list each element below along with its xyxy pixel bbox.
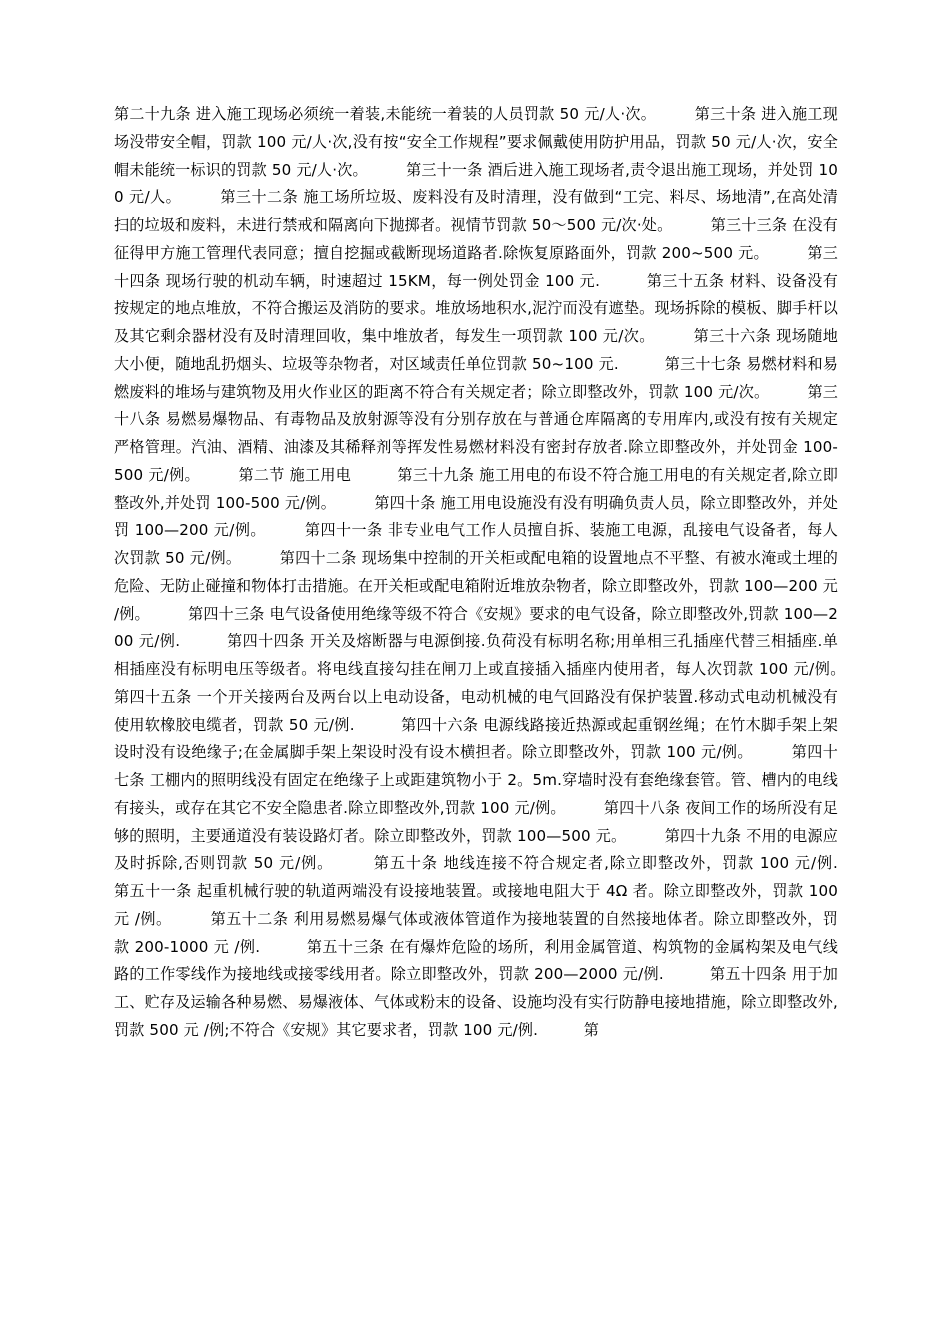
regulation-body-text: 第二十九条 进入施工现场必须统一着装,未能统一着装的人员罚款 50 元/人·次。 第三十条 进入施工现场没带安全帽，罚款 100 元/人·次,没有按“安全工作规程”要求佩戴使用防护用品，罚款 50 元/人·次，安全帽未能统一标识的罚款 50 元/人·次。 第三十一条 酒后进入施工现场者,责令退出施工现场，并处罚 100 元/人。 第三十二条 施工场所垃圾、废料没有及时清理，没有做到“工完、料尽、场地清”,在高处清扫的垃圾和废料，未进行禁戒和隔离向下抛掷者。视情节罚款 50～500 元/次·处。 第三十三条 在没有征得甲方施工管理代表同意；擅自挖掘或截断现场道路者.除恢复原路面外，罚款 200~500 元。 第三十四条 现场行驶的机动车辆，时速超过 15KM，每一例处罚金 100 元. 第三十五条 材料、设备没有按规定的地点堆放，不符合搬运及消防的要求。堆放场地积水,泥泞而没有遮垫。现场拆除的模板、脚手杆以及其它剩余器材没有及时清理回收，集中堆放者，每发生一项罚款 100 元/次。 第三十六条 现场随地大小便，随地乱扔烟头、垃圾等杂物者，对区域责任单位罚款 50~100 元. 第三十七条 易燃材料和易燃废料的堆场与建筑物及用火作业区的距离不符合有关规定者；除立即整改外，罚款 100 元/次。 第三十八条 易燃易爆物品、有毒物品及放射源等没有分别存放在与普通仓库隔离的专用库内,或没有按有关规定严格管理。汽油、酒精、油漆及其稀释剂等挥发性易燃材料没有密封存放者.除立即整改外，并处罚金 100-500 元/例。 第二节 施工用电 第三十九条 施工用电的布设不符合施工用电的有关规定者,除立即整改外,并处罚 100-500 元/例。 第四十条 施工用电设施没有没有明确负责人员，除立即整改外，并处罚 100—200 元/例。 第四十一条 非专业电气工作人员擅自拆、装施工电源，乱接电气设备者，每人次罚款 50 元/例。 第四十二条 现场集中控制的开关柜或配电箱的设置地点不平整、有被水淹或土埋的危险、无防止碰撞和物体打击措施。在开关柜或配电箱附近堆放杂物者，除立即整改外，罚款 100—200 元 /例。 第四十三条 电气设备使用绝缘等级不符合《安规》要求的电气设备，除立即整改外,罚款 100—200 元/例. 第四十四条 开关及熔断器与电源倒接.负荷没有标明名称;用单相三孔插座代替三相插座.单相插座没有标明电压等级者。将电线直接勾挂在闸刀上或直接插入插座内使用者，每人次罚款 100 元/例。 第四十五条 一个开关接两台及两台以上电动设备，电动机械的电气回路没有保护装置.移动式电动机械没有使用软橡胶电缆者，罚款 50 元/例. 第四十六条 电源线路接近热源或起重钢丝绳；在竹木脚手架上架设时没有设绝缘子;在金属脚手架上架设时没有设木横担者。除立即整改外，罚款 100 元/例。 第四十七条 工棚内的照明线没有固定在绝缘子上或距建筑物小于 2。5m.穿墙时没有套绝缘套管。管、槽内的电线有接头，或存在其它不安全隐患者.除立即整改外,罚款 100 元/例。 第四十八条 夜间工作的场所没有足够的照明，主要通道没有装设路灯者。除立即整改外，罚款 100—500 元。 第四十九条 不用的电源应及时拆除,否则罚款 50 元/例。 第五十条 地线连接不符合规定者,除立即整改外，罚款 100 元/例. 第五十一条 起重机械行驶的轨道两端没有设接地装置。或接地电阻大于 4Ω 者。除立即整改外，罚款 100 元 /例。 第五十二条 利用易燃易爆气体或液体管道作为接地装置的自然接地体者。除立即整改外，罚款 200-1000 元 /例. 第五十三条 在有爆炸危险的场所，利用金属管道、构筑物的金属构架及电气线路的工作零线作为接地线或接零线用者。除立即整改外，罚款 200—2000 元/例. 第五十四条 用于加工、贮存及运输各种易燃、易爆液体、气体或粉末的设备、设施均没有实行防静电接地措施，除立即整改外,罚款 500 元 /例;不符合《安规》其它要求者，罚款 100 元/例. 第	[114, 105, 884, 1039]
